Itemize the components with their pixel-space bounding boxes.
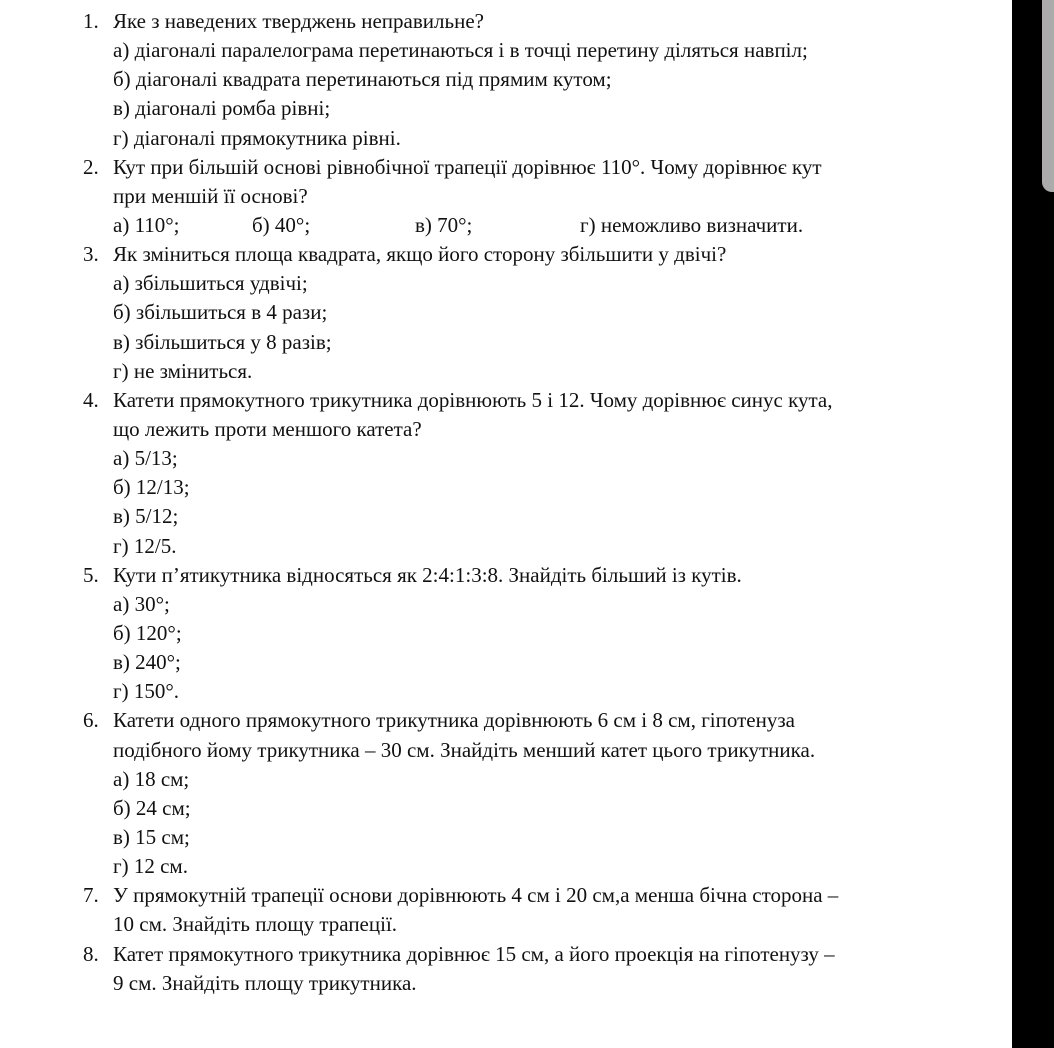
question-number: 3. xyxy=(83,242,99,267)
answer-option: б) збільшиться в 4 рази; xyxy=(113,300,328,325)
answer-options-row xyxy=(0,211,1012,240)
answer-option: в) збільшиться у 8 разів; xyxy=(113,329,332,354)
answer-option: а) 30°; xyxy=(113,591,170,616)
question-number: 4. xyxy=(83,387,99,412)
question-line xyxy=(0,415,1012,444)
question-text: подібного йому трикутника – 30 см. Знайдіть менший катет цього трикутника. xyxy=(113,737,816,762)
question-line xyxy=(0,736,1012,765)
question-number: 8. xyxy=(83,941,99,966)
question-number: 7. xyxy=(83,883,99,908)
question-line xyxy=(0,182,1012,211)
question-line xyxy=(0,940,1012,969)
answer-option: в) 5/12; xyxy=(113,504,179,529)
answer-option: а) збільшиться удвічі; xyxy=(113,271,308,296)
answer-option-line xyxy=(0,94,1012,123)
question-line xyxy=(0,706,1012,735)
answer-option-line xyxy=(0,65,1012,94)
answer-option: в) 240°; xyxy=(113,650,181,675)
question-text: 10 см. Знайдіть площу трапеції. xyxy=(113,912,398,937)
question-text: Яке з наведених тверджень неправильне? xyxy=(113,9,484,33)
question-text: Як зміниться площа квадрата, якщо його сторону збільшити у двічі? xyxy=(113,242,727,267)
question-number: 2. xyxy=(83,154,99,179)
answer-option: г) 150°. xyxy=(113,679,180,704)
answer-option-line xyxy=(0,765,1012,794)
answer-option: а) 18 см; xyxy=(113,766,190,791)
question-text: Катети прямокутного трикутника дорівнюють 5 і 12. Чому дорівнює синус кута, xyxy=(113,387,833,412)
answer-option-line xyxy=(0,269,1012,298)
question-line xyxy=(0,386,1012,415)
answer-option-line xyxy=(0,473,1012,502)
question-line xyxy=(0,153,1012,182)
question-text: Катет прямокутного трикутника дорівнює 15 см, а його проекція на гіпотенузу – xyxy=(113,941,835,966)
scrollbar-thumb[interactable] xyxy=(1042,0,1054,192)
answer-option-line xyxy=(0,357,1012,386)
answer-option-line xyxy=(0,444,1012,473)
question-line xyxy=(0,881,1012,910)
answer-option: б) 24 см; xyxy=(113,795,191,820)
answer-option: а) 110°; xyxy=(113,212,180,237)
answer-option: а) діагоналі паралелограма перетинаються і в точці перетину діляться навпіл; xyxy=(113,38,808,63)
answer-option-line xyxy=(0,677,1012,706)
question-text: при меншій її основі? xyxy=(113,183,308,208)
question-number: 1. xyxy=(83,9,99,33)
answer-option: б) 120°; xyxy=(113,620,182,645)
answer-option: г) діагоналі прямокутника рівні. xyxy=(113,125,401,150)
question-text: Кути п’ятикутника відносяться як 2:4:1:3:8. Знайдіть більший із кутів. xyxy=(113,562,742,587)
question-number: 5. xyxy=(83,562,99,587)
answer-option-line xyxy=(0,619,1012,648)
answer-option: г) 12 см. xyxy=(113,854,188,879)
question-line xyxy=(0,910,1012,939)
answer-option: г) неможливо визначити. xyxy=(580,212,804,237)
answer-option: в) 70°; xyxy=(415,212,473,237)
answer-option-line xyxy=(0,590,1012,619)
document-page xyxy=(0,7,1012,998)
answer-option-line xyxy=(0,794,1012,823)
question-line xyxy=(0,7,1012,36)
answer-option-line xyxy=(0,823,1012,852)
answer-option-line xyxy=(0,852,1012,881)
answer-option: г) 12/5. xyxy=(113,533,177,558)
answer-option: г) не зміниться. xyxy=(113,358,253,383)
question-text: що лежить проти меншого катета? xyxy=(113,416,422,441)
answer-option: б) 40°; xyxy=(252,212,311,237)
question-text: Катети одного прямокутного трикутника дорівнюють 6 см і 8 см, гіпотенуза xyxy=(113,708,795,733)
answer-option: а) 5/13; xyxy=(113,446,178,471)
answer-option-line xyxy=(0,298,1012,327)
answer-option: в) 15 см; xyxy=(113,824,190,849)
question-text: У прямокутній трапеції основи дорівнюють 4 см і 20 см,а менша бічна сторона – xyxy=(113,883,839,908)
answer-option: в) діагоналі ромба рівні; xyxy=(113,96,331,121)
answer-option: б) діагоналі квадрата перетинаються під прямим кутом; xyxy=(113,67,612,92)
question-text: Кут при більшій основі рівнобічної трапеції дорівнює 110°. Чому дорівнює кут xyxy=(113,154,822,179)
question-text: 9 см. Знайдіть площу трикутника. xyxy=(113,970,417,995)
answer-option-line xyxy=(0,328,1012,357)
question-line xyxy=(0,240,1012,269)
answer-option-line xyxy=(0,124,1012,153)
answer-option-line xyxy=(0,502,1012,531)
answer-option-line xyxy=(0,532,1012,561)
answer-option-line xyxy=(0,36,1012,65)
question-line xyxy=(0,561,1012,590)
answer-option-line xyxy=(0,648,1012,677)
question-number: 6. xyxy=(83,708,99,733)
question-line xyxy=(0,969,1012,998)
answer-option: б) 12/13; xyxy=(113,475,190,500)
